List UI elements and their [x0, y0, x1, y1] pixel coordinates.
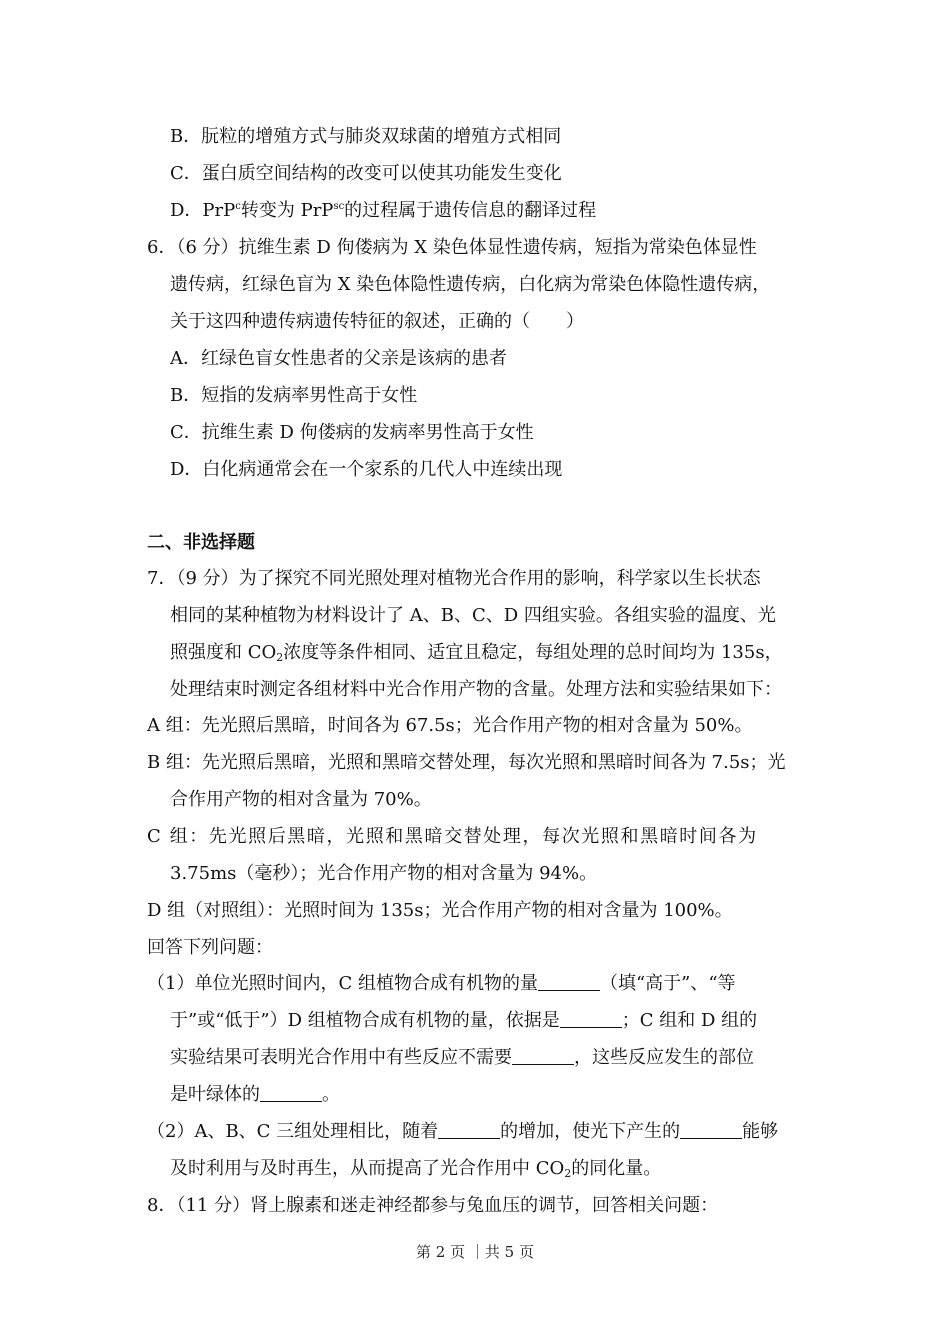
- q7-sub1-line3: [170, 1045, 754, 1071]
- answer-blank[interactable]: [438, 1120, 500, 1139]
- q7-line4: 处理结束时测定各组材料中光合作用产物的含量。处理方法和实验结果如下：: [170, 679, 782, 700]
- q7-sub2-l2-post: 的同化量。: [571, 1158, 662, 1179]
- q6-option-a: A．红绿色盲女性患者的父亲是该病的患者: [170, 348, 507, 369]
- q5-option-d: [170, 198, 596, 224]
- q7-line2: 相同的某种植物为材料设计了 A、B、C、D 四组实验。各组实验的温度、光: [170, 605, 776, 626]
- q7-sub1-line2: [170, 1008, 757, 1034]
- q6-option-d: D．白化病通常会在一个家系的几代人中连续出现: [170, 459, 563, 480]
- q7-sub1-l2-pre: 于”或“低于”）D 组植物合成有机物的量，依据是: [170, 1010, 560, 1031]
- q7-group-b-line2: 合作用产物的相对含量为 70%。: [170, 789, 432, 810]
- q7-sub1-line4: [170, 1082, 340, 1108]
- q7-sub1-l1-post: （填“高于”、“等: [599, 973, 736, 994]
- q7-sub2-l1-post: 能够: [742, 1121, 779, 1142]
- q7-sub1-l3-pre: 实验结果可表明光合作用中有些反应不需要: [170, 1047, 512, 1068]
- q5-option-c: C．蛋白质空间结构的改变可以使其功能发生变化: [170, 163, 562, 184]
- q6-stem-line2: 遗传病，红绿色盲为 X 染色体隐性遗传病，白化病为常染色体隐性遗传病，: [170, 274, 771, 295]
- q7-sub1-l1-pre: （1）单位光照时间内，C 组植物合成有机物的量: [147, 973, 538, 994]
- q7-sub2-line1: [147, 1119, 778, 1145]
- q6-option-b: B．短指的发病率男性高于女性: [170, 385, 418, 406]
- q6-stem-line3: 关于这四种遗传病遗传特征的叙述，正确的（ ）: [170, 311, 584, 332]
- q7-sub1-l4-pre: 是叶绿体的: [170, 1084, 260, 1105]
- q5-option-d-mid: 转变为 PrP: [240, 200, 334, 221]
- q5-option-d-pre: D．PrP: [170, 200, 236, 221]
- q7-group-a: A 组：先光照后黑暗，时间各为 67.5s；光合作用产物的相对含量为 50%。: [147, 715, 753, 736]
- q7-line3-post: 浓度等条件相同、适宜且稳定，每组处理的总时间均为 135s，: [283, 642, 783, 663]
- q5-option-b: B．朊粒的增殖方式与肺炎双球菌的增殖方式相同: [170, 126, 562, 147]
- q5-option-d-sup2: sc: [333, 201, 345, 212]
- q7-sub2-line2: [170, 1156, 661, 1182]
- q7-line1: 7．（9 分）为了探究不同光照处理对植物光合作用的影响，科学家以生长状态: [147, 568, 761, 589]
- q7-group-b-line1: B 组：先光照后黑暗，光照和黑暗交替处理，每次光照和黑暗时间各为 7.5s；光: [147, 752, 786, 773]
- q5-option-d-sup1: c: [235, 201, 241, 212]
- answer-blank[interactable]: [560, 1009, 622, 1028]
- answer-blank[interactable]: [260, 1083, 322, 1102]
- q7-sub2-l1-pre: （2）A、B、C 三组处理相比，随着: [147, 1121, 439, 1142]
- q7-line3: [170, 640, 783, 666]
- section-title: 二、非选择题: [147, 532, 255, 553]
- q5-option-d-post: 的过程属于遗传信息的翻译过程: [344, 200, 597, 221]
- q6-stem-line1: 6．（6 分）抗维生素 D 佝偻病为 X 染色体显性遗传病，短指为常染色体显性: [147, 237, 757, 258]
- q7-sub2-l2-sub: 2: [564, 1167, 572, 1180]
- q7-group-c-line2: 3.75ms（毫秒）；光合作用产物的相对含量为 94%。: [170, 863, 598, 884]
- answer-blank[interactable]: [512, 1046, 574, 1065]
- q7-sub1-line1: [147, 971, 736, 997]
- q7-sub2-l2-pre: 及时利用与及时再生，从而提高了光合作用中 CO: [170, 1158, 565, 1179]
- q8-line1: 8．（11 分）肾上腺素和迷走神经都参与兔血压的调节，回答相关问题：: [147, 1195, 719, 1216]
- q7-line3-pre: 照强度和 CO: [170, 642, 277, 663]
- q7-sub1-l4-post: 。: [322, 1084, 340, 1105]
- q7-line3-sub: 2: [276, 651, 284, 664]
- q7-sub1-l3-post: ，这些反应发生的部位: [574, 1047, 754, 1068]
- q6-option-c: C．抗维生素 D 佝偻病的发病率男性高于女性: [170, 422, 534, 443]
- answer-blank[interactable]: [680, 1120, 742, 1139]
- q7-group-c-line1: C 组：先光照后黑暗，光照和黑暗交替处理，每次光照和黑暗时间各为: [147, 826, 758, 847]
- answer-blank[interactable]: [538, 972, 600, 991]
- q7-group-d: D 组（对照组）：光照时间为 135s；光合作用产物的相对含量为 100%。: [147, 900, 733, 921]
- q7-sub1-l2-post: ；C 组和 D 组的: [621, 1010, 758, 1031]
- q7-sub2-l1-mid: 的增加，使光下产生的: [500, 1121, 681, 1142]
- q7-answer-prompt: 回答下列问题：: [147, 937, 273, 958]
- page-footer: 第 2 页 ｜共 5 页: [416, 1243, 534, 1261]
